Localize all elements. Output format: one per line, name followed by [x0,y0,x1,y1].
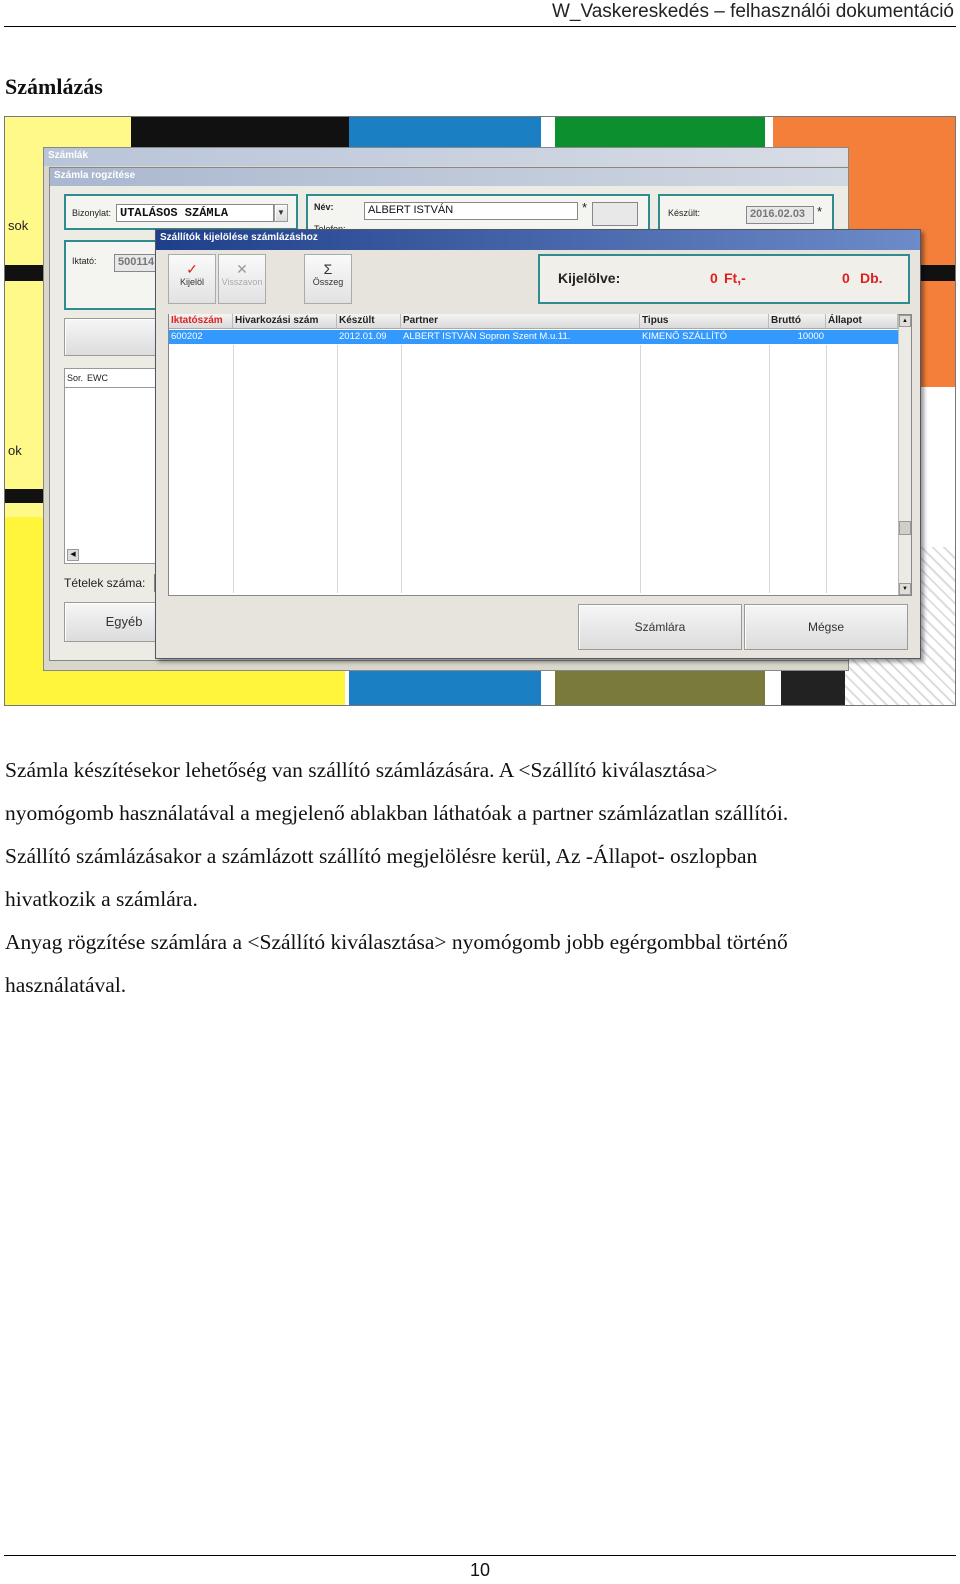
ewc-column-header: EWC [87,373,108,383]
column-partner[interactable]: Partner [401,314,640,329]
osszeg-label: Összeg [312,277,344,287]
nev-extra-field[interactable] [592,202,638,226]
grid-line [233,345,234,593]
kijelol-label: Kijelöl [179,277,204,287]
paragraph-line-2: nyomógomb használatával a megjelenő ablakban láthatóak a partner számlázatlan szállítói. [5,801,789,825]
szamla-rogzitese-title: Számla rogzítése [50,168,848,186]
background-blue-stripe [349,117,541,147]
bizonylat-group [64,194,298,230]
background-blue-bottom [349,667,541,706]
nev-label: Név: [314,202,334,212]
grid-line [337,345,338,593]
background-black-band-2 [5,489,45,503]
kijelolve-amount: 0 [710,270,718,286]
background-left-label-2: ok [8,443,22,458]
iktato-field[interactable]: 500114 [114,254,174,272]
grid-line [640,345,641,593]
scroll-down-icon[interactable]: ▼ [899,583,911,595]
background-green-stripe [555,117,765,147]
row-iktatoszam: 600202 [171,331,203,342]
keszult-label: Készült: [668,208,701,218]
screenshot-figure [4,116,956,706]
visszavon-label: Visszavon [221,277,263,287]
page-header-text: W_Vaskereskedés – felhasználói dokumentáció [551,1,954,22]
nev-required-mark: * [582,200,588,215]
items-grid-scroll-icon[interactable]: ◀ [67,549,79,561]
row-allapot [826,330,898,344]
column-hivarkozasi-szam[interactable]: Hivarkozási szám [233,314,337,329]
grid-line [401,345,402,593]
paragraph-line-6: használatával. [5,973,127,997]
kijelolve-currency: Ft,- [724,270,746,286]
nev-field[interactable]: ALBERT ISTVÁN [364,202,578,220]
iktato-label: Iktató: [72,256,97,266]
egyeb-button[interactable]: Egyéb [64,602,184,642]
scroll-up-icon[interactable]: ▲ [899,315,911,327]
scroll-thumb[interactable] [899,521,911,535]
szallitok-dialog-title: Szállítók kijelölése számlázáshoz [156,230,920,250]
kijelol-button[interactable] [168,254,216,304]
checkmark-icon: ✓ [186,261,198,277]
cross-icon: ✕ [236,261,248,277]
paragraph-line-4: hivatkozik a számlára. [5,887,198,911]
szamlara-button[interactable]: Számlára [578,604,742,650]
column-allapot[interactable]: Állapot [826,314,898,329]
bizonylat-select[interactable]: UTALÁSOS SZÁMLA [116,204,274,222]
footer-divider [4,1555,956,1556]
sor-column-header: Sor. [67,373,84,383]
row-brutto: 10000 [797,331,824,342]
page-number: 10 [469,1560,491,1580]
osszeg-button[interactable] [304,254,352,304]
column-tipus[interactable]: Tipus [640,314,769,329]
bizonylat-label: Bizonylat: [72,208,112,218]
row-hivarkozasi-szam [233,330,337,344]
row-partner: ALBERT ISTVÁN Sopron Szent M.u.11. [403,331,571,342]
kijelolve-summary [538,254,910,304]
background-black-stripe [131,117,349,147]
grid-line [769,345,770,593]
grid-line [826,345,827,593]
paragraph-line-3: Szállító számlázásakor a számlázott szállító megjelölésre kerül, Az -Állapot- oszlopban [5,844,758,868]
visszavon-button[interactable] [218,254,266,304]
bizonylat-dropdown-icon[interactable]: ▼ [274,204,288,222]
szamlak-window-title: Számlák [44,148,848,166]
page-header [4,0,956,27]
paragraph-line-1: Számla készítésekor lehetőség van szállító számlázására. A <Szállító kiválasztása> [5,758,718,782]
column-keszult[interactable]: Készült [337,314,401,329]
section-title: Számlázás [5,74,103,99]
column-iktatoszam[interactable]: Iktatószám [169,314,233,329]
grid-scrollbar[interactable] [898,315,911,595]
column-brutto[interactable]: Bruttó [769,314,826,329]
tetelek-label: Tételek száma: [64,576,146,590]
megse-button[interactable]: Mégse [744,604,908,650]
kijelolve-count: 0 [842,270,850,286]
szallitok-grid [168,314,912,596]
keszult-field[interactable]: 2016.02.03 [746,206,814,224]
kijelolve-unit: Db. [860,270,883,286]
szallitok-dialog [155,229,921,659]
kijelolve-label: Kijelölve: [558,270,621,286]
background-olive-bottom [555,667,765,706]
paragraph-line-5: Anyag rögzítése számlára a <Szállító kiválasztása> nyomógomb jobb egérgombbal történő [5,930,788,954]
background-left-label-1: sok [8,218,29,233]
row-keszult: 2012.01.09 [339,331,387,342]
sigma-icon: Σ [323,261,333,277]
row-tipus: KIMENŐ SZÁLLÍTÓ [642,331,727,342]
keszult-required-mark: * [817,204,823,219]
